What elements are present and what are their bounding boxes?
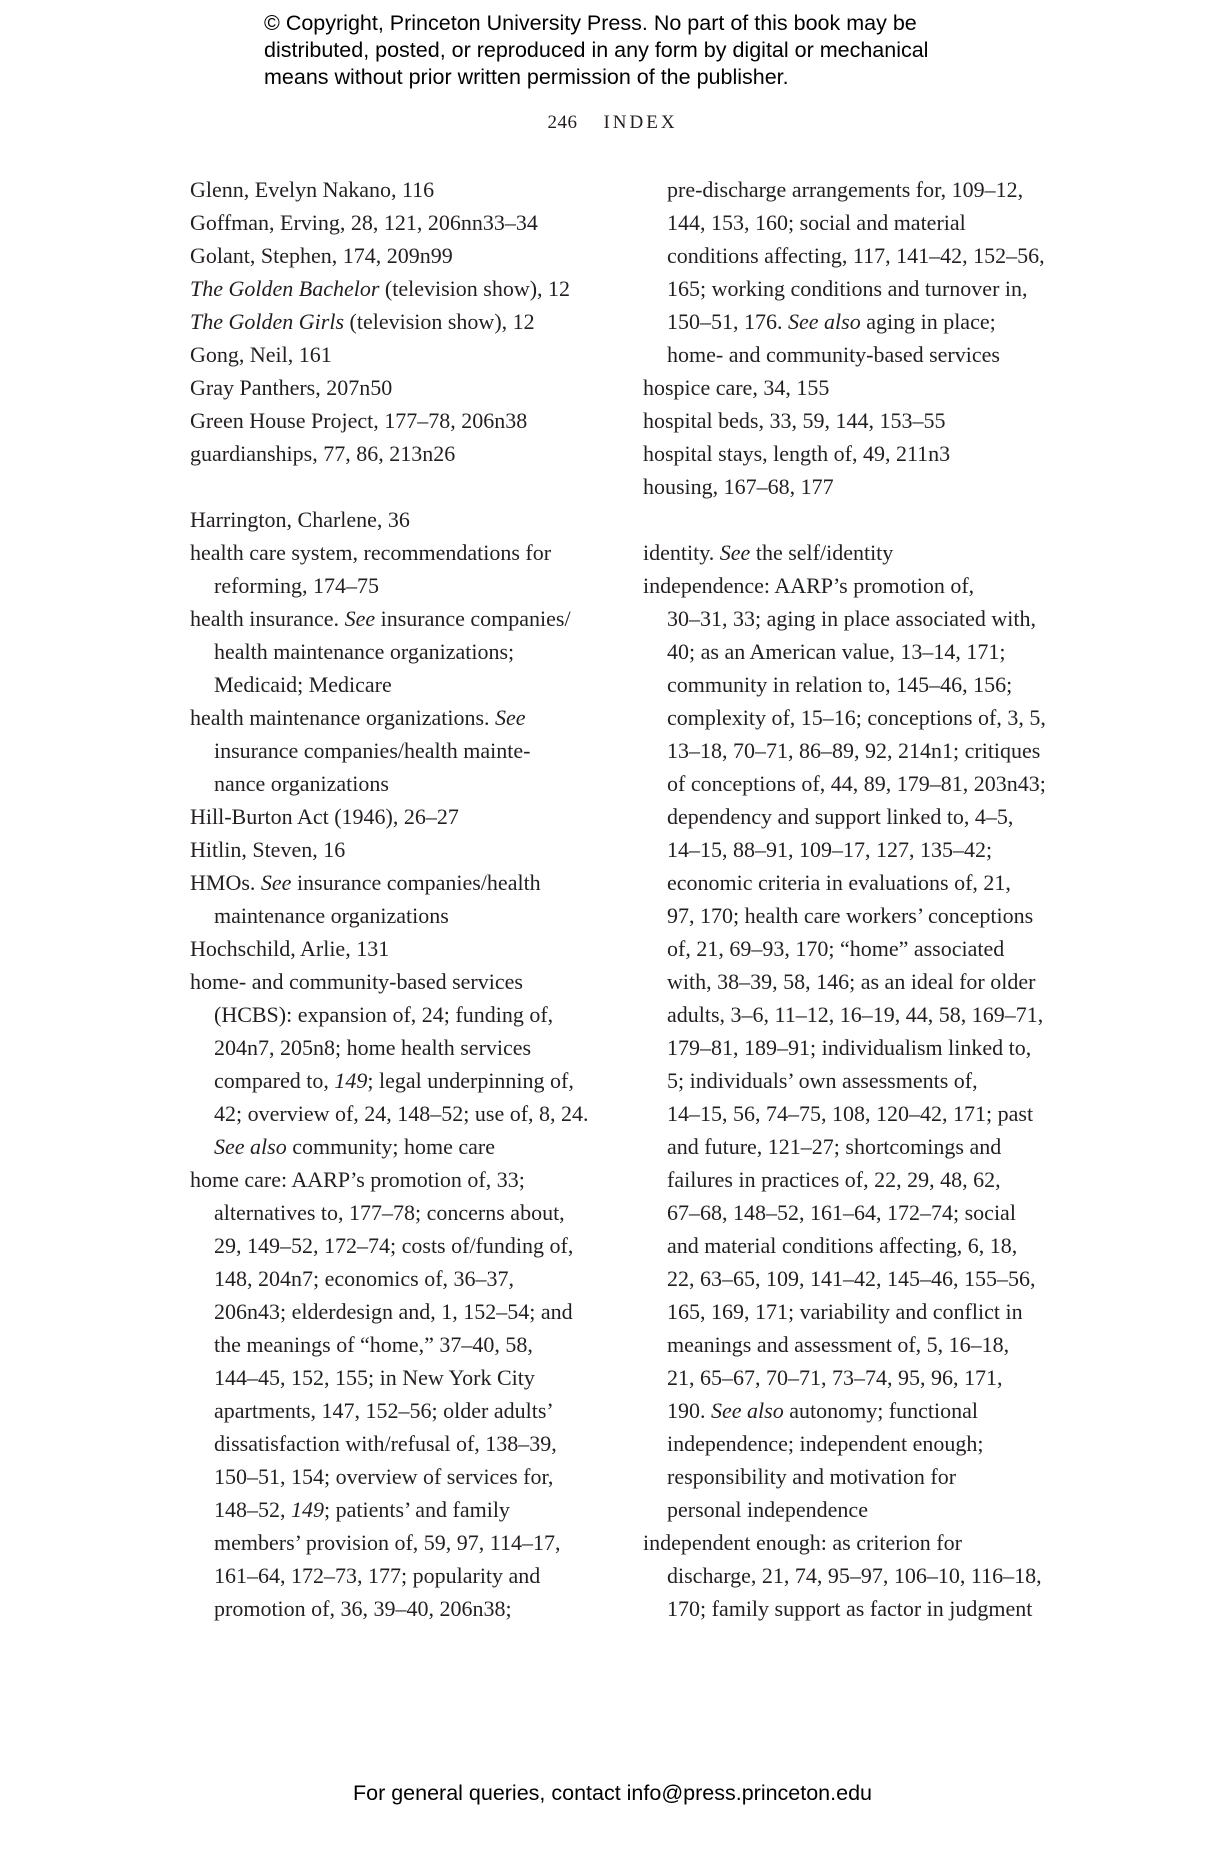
- index-text: community in relation to, 145–46, 156;: [667, 672, 1013, 697]
- index-line: [643, 1493, 1046, 1526]
- index-text: 97, 170; health care workers’ conceptions: [667, 903, 1034, 928]
- index-line: [643, 503, 1046, 536]
- index-text: hospital beds, 33, 59, 144, 153–55: [643, 408, 946, 433]
- index-line: [643, 371, 1046, 404]
- index-text: conditions affecting, 117, 141–42, 152–56,: [667, 243, 1045, 268]
- copyright-notice: [264, 10, 928, 91]
- index-line: [190, 734, 589, 767]
- index-text-italic: See also: [711, 1398, 784, 1423]
- section-title: INDEX: [603, 112, 678, 133]
- index-line: [643, 1064, 1046, 1097]
- index-text: economic criteria in evaluations of, 21,: [667, 870, 1011, 895]
- index-line: [643, 173, 1046, 206]
- index-line: [643, 833, 1046, 866]
- index-text: Gray Panthers, 207n50: [190, 375, 393, 400]
- index-line: [190, 1427, 589, 1460]
- index-text: 144, 153, 160; social and material: [667, 210, 966, 235]
- index-text: 148, 204n7; economics of, 36–37,: [214, 1266, 515, 1291]
- index-line: [190, 1361, 589, 1394]
- index-text: (television show), 12: [344, 309, 535, 334]
- index-line: [190, 305, 589, 338]
- index-line: [190, 173, 589, 206]
- footer-contact: For general queries, contact info@press.princeton.edu: [352, 1781, 872, 1805]
- index-text-italic: See also: [214, 1134, 287, 1159]
- index-text: reforming, 174–75: [214, 573, 379, 598]
- index-text: 161–64, 172–73, 177; popularity and: [214, 1563, 541, 1588]
- index-line: [643, 1031, 1046, 1064]
- index-line: [190, 866, 589, 899]
- index-line: [190, 1097, 589, 1130]
- index-line: [190, 998, 589, 1031]
- index-column-left: [190, 173, 589, 1625]
- index-text: personal independence: [667, 1497, 868, 1522]
- index-line: [190, 701, 589, 734]
- index-text-italic: 149: [291, 1497, 324, 1522]
- index-line: [190, 1460, 589, 1493]
- index-text: home care: AARP’s promotion of, 33;: [190, 1167, 525, 1192]
- index-text-italic: See also: [788, 309, 861, 334]
- index-text-italic: The Golden Girls: [190, 309, 344, 334]
- index-text: hospice care, 34, 155: [643, 375, 830, 400]
- index-text: aging in place;: [860, 309, 996, 334]
- index-line: [643, 734, 1046, 767]
- index-text: apartments, 147, 152–56; older adults’: [214, 1398, 554, 1423]
- index-line: [643, 1262, 1046, 1295]
- index-text: health care system, recommendations for: [190, 540, 552, 565]
- index-text: and future, 121–27; shortcomings and: [667, 1134, 1002, 1159]
- index-text: Golant, Stephen, 174, 209n99: [190, 243, 453, 268]
- index-text: 29, 149–52, 172–74; costs of/funding of,: [214, 1233, 574, 1258]
- index-text-italic: See: [260, 870, 292, 895]
- index-line: [643, 338, 1046, 371]
- index-line: [190, 932, 589, 965]
- index-line: [643, 602, 1046, 635]
- index-line: [190, 1526, 589, 1559]
- copyright-line: © Copyright, Princeton University Press. No part of this book may be: [264, 11, 917, 35]
- copyright-line: means without prior written permission of the publisher.: [264, 65, 789, 89]
- index-line: [190, 1262, 589, 1295]
- index-line: [190, 668, 589, 701]
- index-text: 14–15, 88–91, 109–17, 127, 135–42;: [667, 837, 993, 862]
- index-text: insurance companies/: [375, 606, 571, 631]
- index-line: [643, 998, 1046, 1031]
- index-text: the meanings of “home,” 37–40, 58,: [214, 1332, 533, 1357]
- index-text: pre-discharge arrangements for, 109–12,: [667, 177, 1024, 202]
- index-text: (television show), 12: [379, 276, 571, 301]
- index-text: identity.: [643, 540, 720, 565]
- index-line: [190, 272, 589, 305]
- index-text: discharge, 21, 74, 95–97, 106–10, 116–18,: [667, 1563, 1042, 1588]
- index-line: [190, 1229, 589, 1262]
- index-line: [190, 1064, 589, 1097]
- index-text: insurance companies/health: [291, 870, 541, 895]
- index-text: compared to,: [214, 1068, 335, 1093]
- index-text: insurance companies/health mainte-: [214, 738, 531, 763]
- index-line: [643, 1460, 1046, 1493]
- index-line: [190, 338, 589, 371]
- index-line: [643, 536, 1046, 569]
- index-line: [643, 965, 1046, 998]
- index-line: [643, 272, 1046, 305]
- index-text: dissatisfaction with/refusal of, 138–39,: [214, 1431, 557, 1456]
- index-line: [190, 1196, 589, 1229]
- index-text: promotion of, 36, 39–40, 206n38;: [214, 1596, 512, 1621]
- index-line: [190, 206, 589, 239]
- index-text: adults, 3–6, 11–12, 16–19, 44, 58, 169–71,: [667, 1002, 1044, 1027]
- index-line: [643, 437, 1046, 470]
- index-text: 40; as an American value, 13–14, 171;: [667, 639, 1006, 664]
- index-text: Glenn, Evelyn Nakano, 116: [190, 177, 435, 202]
- index-column-right: [643, 173, 1046, 1625]
- index-text: Goffman, Erving, 28, 121, 206nn33–34: [190, 210, 538, 235]
- index-line: [190, 833, 589, 866]
- index-text: 67–68, 148–52, 161–64, 172–74; social: [667, 1200, 1016, 1225]
- index-line: [643, 668, 1046, 701]
- index-text: meanings and assessment of, 5, 16–18,: [667, 1332, 1010, 1357]
- index-line: [643, 569, 1046, 602]
- index-text: housing, 167–68, 177: [643, 474, 834, 499]
- index-text: 144–45, 152, 155; in New York City: [214, 1365, 535, 1390]
- running-head: [0, 112, 1225, 134]
- index-line: [190, 602, 589, 635]
- index-text-italic: The Golden Bachelor: [190, 276, 380, 301]
- index-text: of, 21, 69–93, 170; “home” associated: [667, 936, 1005, 961]
- index-line: [190, 767, 589, 800]
- index-text: 14–15, 56, 74–75, 108, 120–42, 171; past: [667, 1101, 1034, 1126]
- index-text-italic: 149: [334, 1068, 368, 1093]
- index-line: [190, 1130, 589, 1163]
- index-line: [190, 569, 589, 602]
- index-line: [190, 437, 589, 470]
- index-text: Medicaid; Medicare: [214, 672, 392, 697]
- index-text: Gong, Neil, 161: [190, 342, 332, 367]
- index-text: Hill-Burton Act (1946), 26–27: [190, 804, 459, 829]
- index-line: [643, 239, 1046, 272]
- index-line: [190, 1163, 589, 1196]
- index-line: [643, 1163, 1046, 1196]
- index-text: health maintenance organizations;: [214, 639, 515, 664]
- index-text: with, 38–39, 58, 146; as an ideal for older: [667, 969, 1036, 994]
- index-line: [643, 404, 1046, 437]
- index-line: [190, 536, 589, 569]
- index-text: 150–51, 154; overview of services for,: [214, 1464, 554, 1489]
- index-text: independence: AARP’s promotion of,: [643, 573, 975, 598]
- index-line: [190, 1295, 589, 1328]
- index-line: [190, 635, 589, 668]
- index-line: [643, 866, 1046, 899]
- index-text: 165; working conditions and turnover in,: [667, 276, 1028, 301]
- index-line: [643, 800, 1046, 833]
- index-text: guardianships, 77, 86, 213n26: [190, 441, 456, 466]
- index-text: 165, 169, 171; variability and conflict in: [667, 1299, 1023, 1324]
- index-line: [190, 503, 589, 536]
- index-line: [643, 1394, 1046, 1427]
- index-line: [190, 239, 589, 272]
- index-line: [643, 206, 1046, 239]
- index-text: Hitlin, Steven, 16: [190, 837, 346, 862]
- index-text: complexity of, 15–16; conceptions of, 3, 5,: [667, 705, 1046, 730]
- index-text: home- and community-based services: [190, 969, 523, 994]
- index-text: 170; family support as factor in judgment: [667, 1596, 1033, 1621]
- index-line: [190, 899, 589, 932]
- index-text: 30–31, 33; aging in place associated with,: [667, 606, 1037, 631]
- index-text: Harrington, Charlene, 36: [190, 507, 410, 532]
- index-line: [190, 371, 589, 404]
- index-line: [643, 932, 1046, 965]
- index-text: maintenance organizations: [214, 903, 449, 928]
- index-text: 150–51, 176.: [667, 309, 788, 334]
- index-text: 5; individuals’ own assessments of,: [667, 1068, 978, 1093]
- index-text: ; patients’ and family: [324, 1497, 510, 1522]
- index-line: [643, 1526, 1046, 1559]
- index-text: Hochschild, Arlie, 131: [190, 936, 390, 961]
- index-line: [643, 701, 1046, 734]
- index-line: [643, 635, 1046, 668]
- index-text: ; legal underpinning of,: [367, 1068, 574, 1093]
- index-text: 190.: [667, 1398, 711, 1423]
- index-line: [190, 1493, 589, 1526]
- index-line: [190, 1394, 589, 1427]
- index-line: [643, 1295, 1046, 1328]
- index-text: of conceptions of, 44, 89, 179–81, 203n43;: [667, 771, 1046, 796]
- index-text: health insurance.: [190, 606, 345, 631]
- index-line: [643, 470, 1046, 503]
- index-text: the self/identity: [750, 540, 894, 565]
- index-text: independence; independent enough;: [667, 1431, 984, 1456]
- index-text-italic: See: [495, 705, 526, 730]
- index-line: [643, 1592, 1046, 1625]
- index-text: 22, 63–65, 109, 141–42, 145–46, 155–56,: [667, 1266, 1036, 1291]
- index-text: dependency and support linked to, 4–5,: [667, 804, 1014, 829]
- index-text: HMOs.: [190, 870, 261, 895]
- index-line: [190, 800, 589, 833]
- index-text: responsibility and motivation for: [667, 1464, 957, 1489]
- index-line: [643, 1328, 1046, 1361]
- index-text: health maintenance organizations.: [190, 705, 496, 730]
- index-line: [643, 305, 1046, 338]
- index-line: [643, 1559, 1046, 1592]
- index-text: independent enough: as criterion for: [643, 1530, 962, 1555]
- index-text: 206n43; elderdesign and, 1, 152–54; and: [214, 1299, 573, 1324]
- index-text: (HCBS): expansion of, 24; funding of,: [214, 1002, 554, 1027]
- index-text: members’ provision of, 59, 97, 114–17,: [214, 1530, 561, 1555]
- index-text: 148–52,: [214, 1497, 291, 1522]
- index-text: 42; overview of, 24, 148–52; use of, 8, 24.: [214, 1101, 589, 1126]
- index-line: [190, 470, 589, 503]
- index-text: 204n7, 205n8; home health services: [214, 1035, 532, 1060]
- index-text: hospital stays, length of, 49, 211n3: [643, 441, 951, 466]
- index-line: [643, 1130, 1046, 1163]
- page-number: 246: [547, 112, 578, 133]
- index-line: [190, 1328, 589, 1361]
- index-text: failures in practices of, 22, 29, 48, 62,: [667, 1167, 1001, 1192]
- index-text: 179–81, 189–91; individualism linked to,: [667, 1035, 1032, 1060]
- index-text: 13–18, 70–71, 86–89, 92, 214n1; critiques: [667, 738, 1041, 763]
- index-line: [643, 1196, 1046, 1229]
- copyright-line: distributed, posted, or reproduced in any form by digital or mechanical: [264, 38, 929, 62]
- index-text-italic: See: [344, 606, 376, 631]
- index-line: [190, 1592, 589, 1625]
- index-text: Green House Project, 177–78, 206n38: [190, 408, 528, 433]
- index-line: [190, 1559, 589, 1592]
- index-text: home- and community-based services: [667, 342, 1000, 367]
- index-line: [190, 1031, 589, 1064]
- index-line: [190, 404, 589, 437]
- index-text: alternatives to, 177–78; concerns about,: [214, 1200, 565, 1225]
- index-text: nance organizations: [214, 771, 389, 796]
- index-text-italic: See: [719, 540, 751, 565]
- index-text: autonomy; functional: [783, 1398, 978, 1423]
- index-line: [190, 965, 589, 998]
- index-line: [643, 899, 1046, 932]
- index-line: [643, 1427, 1046, 1460]
- index-line: [643, 1229, 1046, 1262]
- index-text: community; home care: [286, 1134, 496, 1159]
- index-text: and material conditions affecting, 6, 18,: [667, 1233, 1018, 1258]
- index-line: [643, 1097, 1046, 1130]
- index-line: [643, 767, 1046, 800]
- index-text: 21, 65–67, 70–71, 73–74, 95, 96, 171,: [667, 1365, 1003, 1390]
- index-line: [643, 1361, 1046, 1394]
